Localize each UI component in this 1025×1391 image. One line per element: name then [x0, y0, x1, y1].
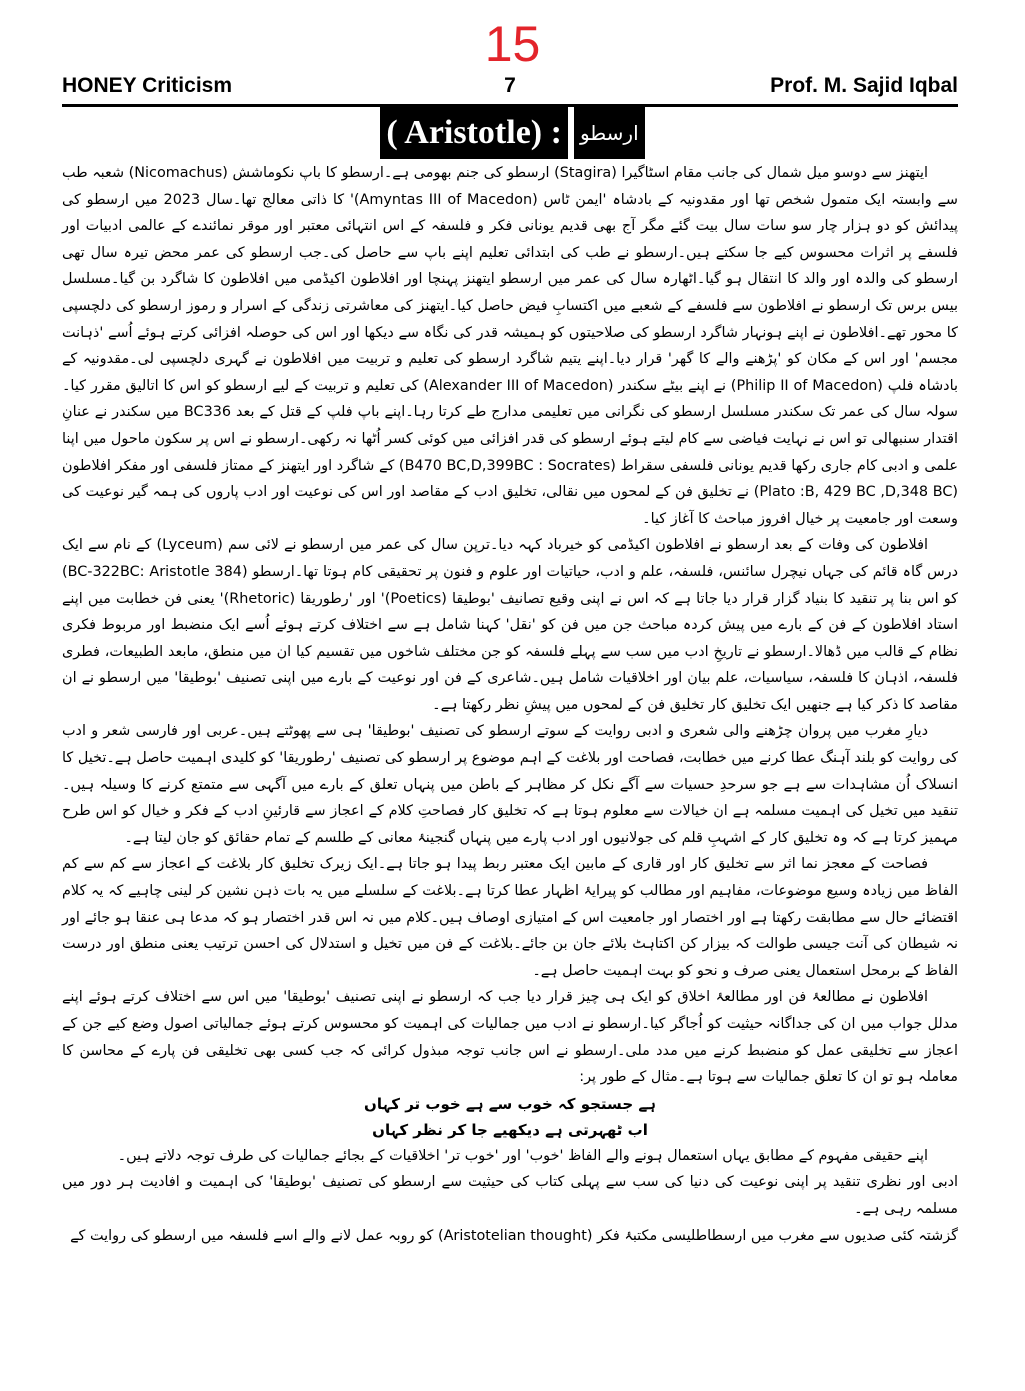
paragraph-6: اپنے حقیقی مفہوم کے مطابق یہاں استعمال ہونے والے الفاظ 'خوب' اور 'خوب تر' اخلاقیات کے بجائے جمالیات کی طرف توجہ دلاتے ہیں۔: [117, 1147, 928, 1164]
paragraph-3: دیارِ مغرب میں پروان چڑھنے والی شعری و ادبی روایت کے سوتے ارسطو کی تصنیف 'بوطیقا' ہی سے پھوٹتے ہیں۔عربی اور فارسی شعر و ادب کی روایت کو بلند آہنگ عطا کرنے میں خطابت، فصاحت اور بلاغت کے اہم موضوع پر ارسطو کی تصنیف 'رطوریقا' کو کلیدی اہمیت حاصل ہے۔تخیل کا انسلاک اُن مشاہدات سے ہے جو سرحدِ حسیات سے آگے نکل کر مظاہر کے باطن میں پنہاں تعلق کے بارے میں آگہی سے متمتع کرنے کا وسیلہ ہیں۔تنقید میں تخیل کی اہمیت مسلمہ ہے ان خیالات سے معلوم ہوتا ہے کہ تخلیق کار فصاحتِ کلام کے اعجاز سے قارئینِ ادب کے فکر و خیال کو اس طرح مہمیز کرتا ہے کہ وہ تخلیق کار کے اشہبِ قلم کی جولانیوں اور ادب پارے میں پنہاں گنجینۂ معانی کے طلسم کے تمام حقائق کو جان لیتا ہے۔: [62, 723, 958, 846]
chapter-title: [0, 107, 1025, 159]
header-book-title: HONEY Criticism: [62, 74, 232, 97]
paragraph-5: افلاطون نے مطالعۂ فن اور مطالعۂ اخلاق کو ایک ہی چیز قرار دیا جب کہ ارسطو نے اپنی تصنیف 'بوطیقا' میں اس سے اختلاف کرتے ہوئے اپنے مدلل جواب میں ان کی جداگانہ حیثیت کو اُجاگر کیا۔ارسطو نے ادب میں جمالیات کی اہمیت کو محسوس کرتے ہوئے جمالیاتی اصول وضع کیے جن کے اعجاز سے تخلیقی عمل کو منضبط کرنے میں مدد ملی۔ارسطو نے اس جانب توجہ مبذول کرائی کہ جب کسی بھی تخلیقی فن پارے کے محاسن کا معاملہ ہو تو ان کا تعلق جمالیات سے ہوتا ہے۔مثال کے طور پر:: [62, 989, 958, 1086]
paragraph-1: ایتھنز سے دوسو میل شمال کی جانب مقام اسٹاگیرا (Stagira) ارسطو کی جنم بھومی ہے۔ارسطو کا باپ نکوماشش (Nicomachus) شعبہ طب سے وابستہ ایک متمول شخص تھا اور مقدونیہ کے بادشاہ 'ایمن ٹاس (Amyntas III of Macedon)' کا ذاتی معالج تھا۔سال 2023 میں ارسطو کی پیدائش کو دو ہزار چار سو سات سال بیت گئے مگر آج بھی قدیم یونانی فکر و فلسفہ کے اس انتہائی معتبر اور موقر نمائندے کے عالمی ادبیات اور فلسفے پر اثرات محسوس کیے جا سکتے ہیں۔ارسطو نے طب کی ابتدائی تعلیم اپنے باپ سے حاصل کی۔جب ارسطو کی عمر محض تیرہ سال تھی ارسطو کی والدہ اور والد کا انتقال ہو گیا۔اٹھارہ سال کی عمر میں ارسطو ایتھنز پہنچا اور افلاطون اکیڈمی میں افلاطون کا شاگرد بن گیا۔مسلسل بیس برس تک ارسطو نے افلاطون سے فلسفے کے شعبے میں اکتسابِ فیض حاصل کیا۔ایتھنز کی معاشرتی زندگی کے اسرار و رموز ارسطو کی دلچسپی کا محور تھے۔افلاطون نے اپنے ہونہار شاگرد ارسطو کی صلاحیتوں کو ہمیشہ قدر کی نگاہ سے دیکھا اور اس کی حوصلہ افزائی کرتے ہوئے اُسے 'ذہانت مجسم' اور اس کے مکان کو 'پڑھنے والے کا گھر' قرار دیا۔اپنے یتیم شاگرد ارسطو کی تعلیم و تربیت میں افلاطون نے گہری دلچسپی لی۔مقدونیہ کے بادشاہ فلپ (Philip II of Macedon) نے اپنے بیٹے سکندر (Alexander III of Macedon) کی تعلیم و تربیت کے لیے ارسطو کو اس کا اتالیق مقرر کیا۔سولہ سال کی عمر تک سکندر مسلسل ارسطو کی نگرانی میں تعلیمی مدارج طے کرتا رہا۔اپنے باپ فلپ کے قتل کے بعد BC336 میں سکندر نے عنانِ اقتدار سنبھالی تو اس نے نہایت فیاضی سے کام لیتے ہوئے ارسطو کی قدر افزائی میں کوئی کسر اُٹھا نہ رکھی۔ارسطو نے اس پر سکون ماحول میں اپنا علمی و ادبی کام جاری رکھا قدیم یونانی فلسفی سقراط (B470 BC,D,399BC : Socrates) کے شاگرد اور ایتھنز کے ممتاز فلسفی اور مفکر افلاطون (Plato :B, 429 BC ,D,348 BC) نے تخلیق فن کے لمحوں میں نقالی، تخلیق ادب کے مقاصد اور اس کی نوعیت اور ادب پاروں کی ہمہ گیر نوعیت کی وسعت اور جامعیت پر خیال افروز مباحث کا آغاز کیا۔: [62, 165, 958, 527]
page-number: 15: [484, 16, 541, 72]
header-chapter-number: 7: [504, 74, 516, 97]
paragraph-8: گزشتہ کئی صدیوں سے مغرب میں ارسطاطلیسی مکتبۂ فکر (Aristotelian thought) کو روبہ عمل لانے والے اسے فلسفہ میں ارسطو کی روایت کے: [70, 1227, 958, 1244]
title-urdu: ارسطو: [579, 121, 639, 145]
paragraph-4: فصاحت کے معجز نما اثر سے تخلیق کار اور قاری کے مابین ایک معتبر ربط پیدا ہو جاتا ہے۔ایک زیرک تخلیق کار بلاغت کے اعجاز سے کم سے کم الفاظ میں زیادہ وسیع موضوعات، مفاہیم اور مطالب کو پیرایۂ اظہار عطا کرتا ہے۔بلاغت کے سلسلے میں یہ بات ذہن نشین کر لینی چاہیے کہ یہ کلام اقتضائے حال سے مطابقت رکھتا ہے اور اختصار اور جامعیت اس کے امتیازی اوصاف ہیں۔کلام میں نہ اس قدر اختصار ہو کہ مدعا ہی عنقا ہو جائے اور نہ شیطان کی آنت جیسی طوالت کہ بیزار کن اکتاہٹ بلائے جان بن جائے۔بلاغت کے فن میں تخیل و استدلال کی احسن ترتیب یعنی منطق اور درست الفاظ کے برمحل استعمال یعنی صرف و نحو کو بہت اہمیت حاصل ہے۔: [62, 856, 958, 979]
paragraph-7: ادبی اور نظری تنقید پر اپنی نوعیت کی دنیا کی سب سے پہلی کتاب کی حیثیت سے ارسطو کی تصنیف 'بوطیقا' کی اہمیت و افادیت ہر دور میں مسلمہ رہی ہے۔: [62, 1174, 958, 1217]
verse-couplet: [62, 1091, 958, 1143]
verse-line-2: اب ٹھہرتی ہے دیکھیے جا کر نظر کہاں: [372, 1120, 648, 1139]
running-header: [62, 74, 958, 102]
title-english: ( Aristotle) :: [386, 114, 562, 151]
article-body: [62, 160, 958, 1249]
title-urdu-box: [574, 107, 645, 159]
title-english-box: [380, 107, 568, 159]
paragraph-2: افلاطون کی وفات کے بعد ارسطو نے افلاطون اکیڈمی کو خیرباد کہہ دیا۔ترپن سال کی عمر میں ارسطو نے لائی سم (Lyceum) کے نام سے ایک درس گاہ قائم کی جہاں نیچرل سائنس، فلسفہ، علم و ادب، حیاتیات اور علوم و فنون پر تحقیقی کام ہوتا تھا۔ارسطو (384 BC-322BC: Aristotle) کو اس بنا پر تنقید کا بنیاد گزار قرار دیا جاتا ہے کہ اس نے اپنی وقیع تصانیف 'بوطیقا (Poetics)' اور 'رطوریقا (Rhetoric)' یعنی فن خطابت میں اپنے استاد افلاطون کے فن کے بارے میں پیش کردہ مباحث جن میں فن کو 'نقل' کہنا شامل ہے سے اختلاف کرتے ہوئے اُسے ایک منضبط اور مربوط فکری نظام کے قالب میں ڈھالا۔ارسطو نے تاریخِ ادب میں سب سے پہلے فلسفہ کو جن مختلف شاخوں میں تقسیم کیا ان میں منطق، مابعد الطبیعات، فطری فلسفہ، اذہان کا فلسفہ، سیاسیات، علم بیان اور اخلاقیات شامل ہیں۔شاعری کے فن اور نوعیت کے بارے میں اپنی تصنیف 'بوطیقا' میں ارسطو نے ان مقاصد کا ذکر کیا ہے جنھیں ایک تخلیق کار تخلیق فن کے لمحوں میں پیشِ نظر رکھتا ہے۔: [62, 537, 959, 713]
verse-line-1: ہے جستجو کہ خوب سے ہے خوب تر کہاں: [364, 1094, 656, 1113]
header-author: Prof. M. Sajid Iqbal: [770, 74, 958, 97]
